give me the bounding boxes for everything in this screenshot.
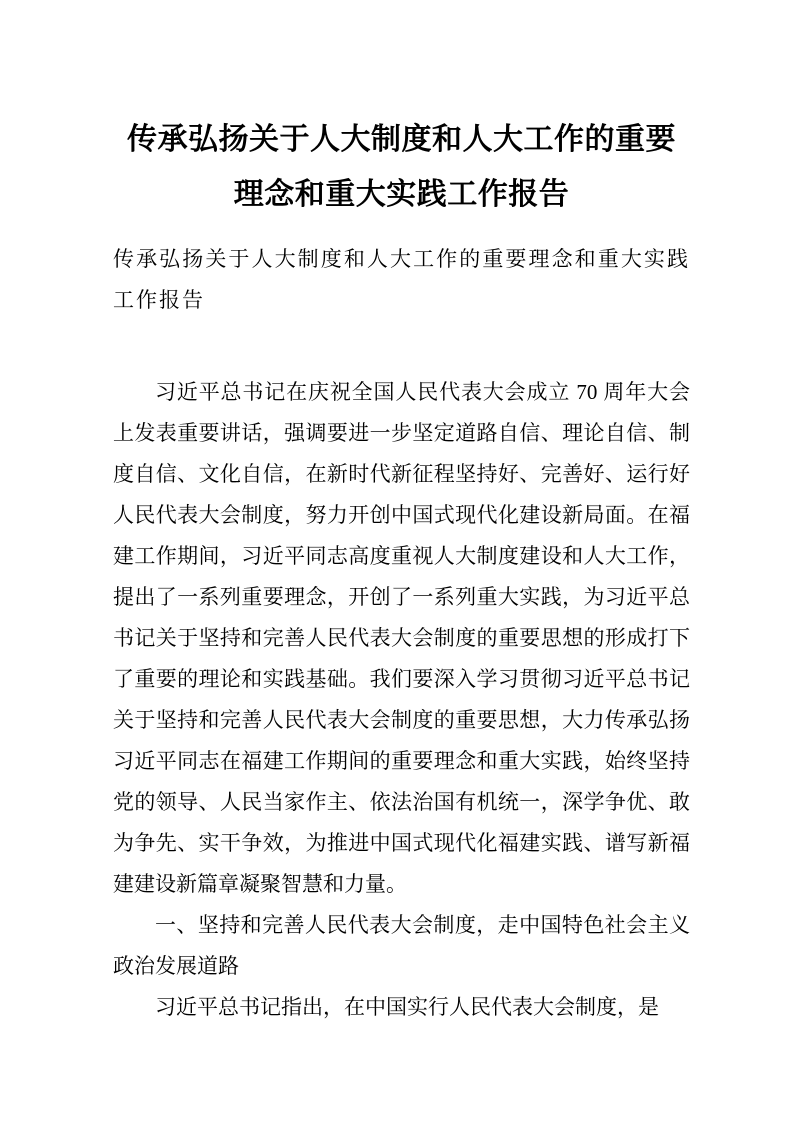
document-title-line-2: 理念和重大实践工作报告 bbox=[233, 178, 570, 211]
body-paragraph: 习近平总书记指出，在中国实行人民代表大会制度，是 bbox=[155, 995, 659, 1019]
document-subtitle: 传承弘扬关于人大制度和人大工作的重要理念和重大实践工作报告 bbox=[113, 247, 690, 312]
section-heading-paragraph: 一、坚持和完善人民代表大会制度，走中国特色社会主义政治发展道路 bbox=[113, 913, 690, 978]
document-body bbox=[113, 372, 690, 1028]
body-paragraph: 习近平总书记在庆祝全国人民代表大会成立 70 周年大会上发表重要讲话，强调要进一步坚定道路自信、理论自信、制度自信、文化自信，在新时代新征程坚持好、完善好、运行好人民代表大会制度，努力开创中国式现代化建设新局面。在福建工作期间，习近平同志高度重视人大制度建设和人大工作，提出了一系列重要理念，开创了一系列重大实践，为习近平总书记关于坚持和完善人民代表大会制度的重要思想的形成打下了重要的理论和实践基础。我们要深入学习贯彻习近平总书记关于坚持和完善人民代表大会制度的重要思想，大力传承弘扬习近平同志在福建工作期间的重要理念和重大实践，始终坚持党的领导、人民当家作主、依法治国有机统一，深学争优、敢为争先、实干争效，为推进中国式现代化福建实践、谱写新福建建设新篇章凝聚智慧和力量。 bbox=[113, 380, 690, 896]
document-title-line-1: 传承弘扬关于人大制度和人大工作的重要 bbox=[127, 123, 676, 156]
document-title bbox=[113, 112, 690, 222]
